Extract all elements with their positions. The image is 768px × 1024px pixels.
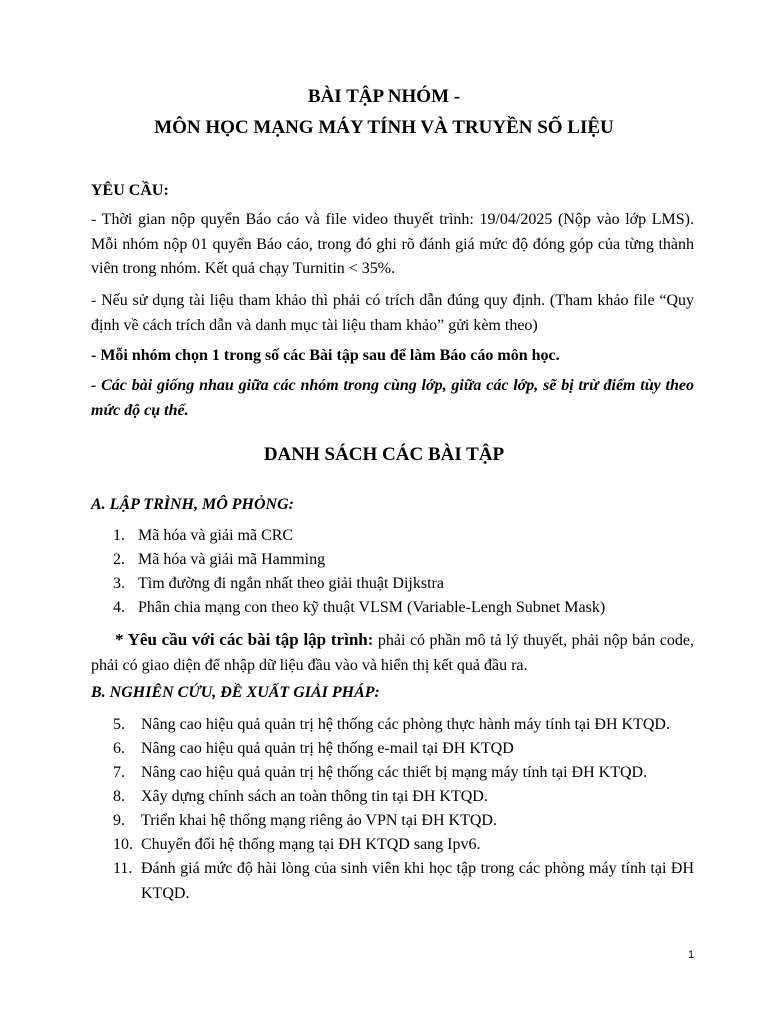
item-number: 2. [113, 551, 125, 568]
requirement-choose-one: - Mỗi nhóm chọn 1 trong số các Bài tập sau để làm Báo cáo môn học. [91, 347, 560, 364]
list-item [113, 572, 703, 596]
item-text: Nâng cao hiệu quả quản trị hệ thống e-mail tại ĐH KTQD [141, 740, 514, 757]
item-number: 6. [113, 740, 125, 757]
list-item [113, 737, 694, 761]
list-item [113, 833, 694, 857]
item-number: 9. [113, 812, 125, 829]
list-item [113, 524, 703, 548]
doc-title-line1: BÀI TẬP NHÓM - [307, 86, 461, 107]
requirement-plagiarism: - Các bài giống nhau giữa các nhóm trong cùng lớp, giữa các lớp, sẽ bị trừ điểm tùy theo mức độ cụ thể. [91, 377, 694, 419]
item-text: Triển khai hệ thống mạng riêng ảo VPN tại ĐH KTQD. [141, 812, 497, 829]
item-text: Mã hóa và giải mã CRC [138, 527, 294, 544]
requirements-heading: YÊU CẦU: [91, 182, 169, 199]
section-b-list [113, 713, 694, 906]
item-text: Phân chia mạng con theo kỹ thuật VLSM (Variable-Lengh Subnet Mask) [138, 599, 606, 616]
item-text: Tìm đường đi ngắn nhất theo giải thuật Dijkstra [138, 575, 444, 592]
requirement-citation: - Nếu sử dụng tài liệu tham khảo thì phải có trích dẫn đúng quy định. (Tham khảo file “Quy định về cách trích dẫn và danh mục tài liệu tham khảo” gửi kèm theo) [91, 292, 694, 334]
section-a-title: A. LẬP TRÌNH, MÔ PHỎNG: [91, 496, 294, 513]
list-item [113, 857, 694, 906]
programming-requirement-note [91, 627, 694, 678]
item-text: Xây dựng chính sách an toàn thông tin tại ĐH KTQD. [141, 788, 488, 805]
section-b-title: B. NGHIÊN CỨU, ĐỀ XUẤT GIẢI PHÁP: [91, 684, 380, 701]
item-number: 10. [113, 836, 133, 853]
requirement-deadline: - Thời gian nộp quyển Báo cáo và file video thuyết trình: 19/04/2025 (Nộp vào lớp LMS). Mỗi nhóm nộp 01 quyển Báo cáo, trong đó ghi rõ đánh giá mức độ đóng góp của từng thành viên trong nhóm. Kết quả chạy Turnitin < 35%. [91, 211, 694, 277]
doc-title-line2: MÔN HỌC MẠNG MÁY TÍNH VÀ TRUYỀN SỐ LIỆU [154, 117, 614, 138]
page-number: 1 [688, 949, 695, 961]
list-item [113, 596, 703, 620]
item-number: 3. [113, 575, 125, 592]
item-number: 4. [113, 599, 125, 616]
note-text: phải có phần mô tả lý thuyết, phải nộp bản code, phải có giao diện để nhập dữ liệu đầu vào và hiển thị kết quả đầu ra. [91, 632, 694, 674]
list-item [113, 761, 694, 785]
item-number: 1. [113, 527, 125, 544]
item-number: 8. [113, 788, 125, 805]
list-item [113, 809, 694, 833]
list-item [113, 785, 694, 809]
item-number: 11. [113, 860, 133, 877]
note-lead: * Yêu cầu với các bài tập lập trình: [115, 630, 374, 649]
list-item [113, 713, 694, 737]
section-a-list [113, 524, 703, 620]
item-text: Chuyển đổi hệ thống mạng tại ĐH KTQD sang Ipv6. [141, 836, 481, 853]
item-text: Nâng cao hiệu quả quản trị hệ thống các phòng thực hành máy tính tại ĐH KTQD. [141, 716, 670, 733]
item-text: Mã hóa và giải mã Hamming [138, 551, 326, 568]
list-item [113, 548, 703, 572]
exercise-list-title: DANH SÁCH CÁC BÀI TẬP [263, 444, 505, 465]
item-text: Đánh giá mức độ hài lòng của sinh viên khi học tập trong các phòng máy tính tại ĐH KTQD. [141, 860, 694, 902]
item-number: 5. [113, 716, 125, 733]
item-number: 7. [113, 764, 125, 781]
item-text: Nâng cao hiệu quả quản trị hệ thống các thiết bị mạng máy tính tại ĐH KTQD. [141, 764, 648, 781]
